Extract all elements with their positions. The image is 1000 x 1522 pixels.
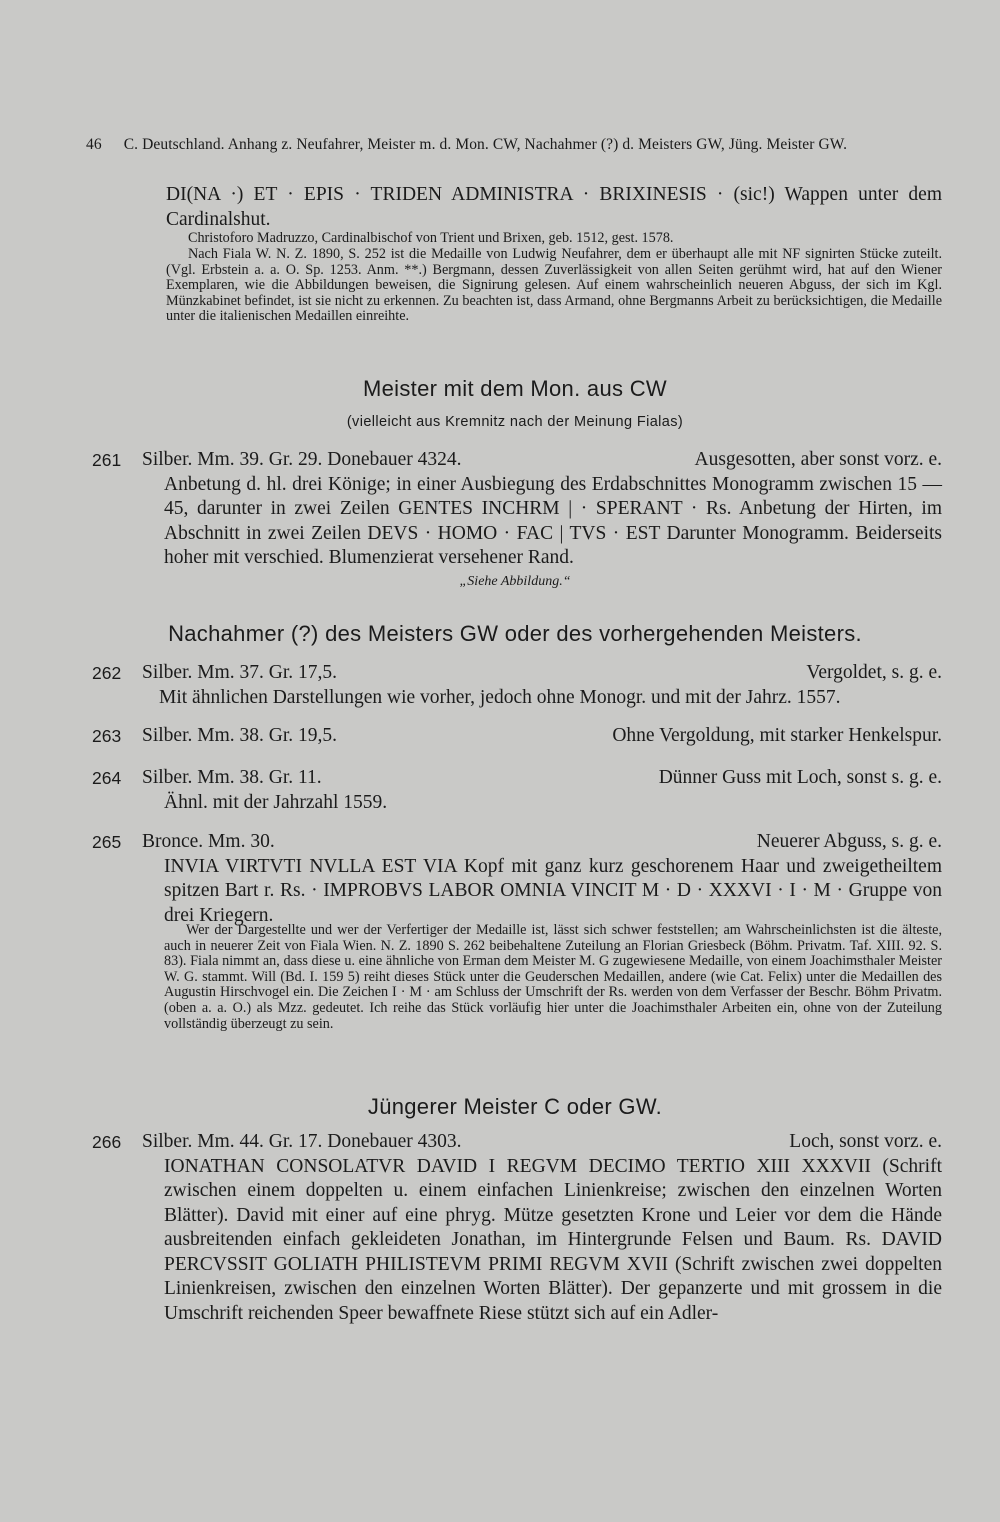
intro-note-1: Christoforo Madruzzo, Cardinalbischof von Trient und Brixen, geb. 1512, gest. 1578. <box>188 230 674 246</box>
entry-condition: Loch, sonst vorz. e. <box>789 1131 942 1152</box>
catalog-entry-263 <box>92 724 942 749</box>
entry-description: Mit ähnlichen Darstellungen wie vorher, jedoch ohne Monogr. und mit der Jahrz. 1557. <box>159 686 841 708</box>
entry-head <box>92 1130 942 1155</box>
section-title-cw: Meister mit dem Mon. aus CW <box>363 376 667 401</box>
section-subtitle-cw: (vielleicht aus Kremnitz nach der Meinung Fialas) <box>346 414 684 430</box>
entry-data: Silber. Mm. 44. Gr. 17. Donebauer 4303. <box>142 1131 462 1152</box>
entry-condition: Dünner Guss mit Loch, sonst s. g. e. <box>658 767 942 788</box>
section-title-nachahmer: Nachahmer (?) des Meisters GW oder des vorhergehenden Meisters. <box>168 621 862 646</box>
intro-note-2: Nach Fiala W. N. Z. 1890, S. 252 ist die Medaille von Ludwig Neufahrer, dem er überhaupt alle mit NF signirten Stücke zuteilt. (Vgl. Erbstein a. a. O. Sp. 1253. Anm. **.) Bergmann, dessen Zuverlässigkeit von allen Seiten gerühmt wird, hat auf den Wiener Exemplaren, wie die Abbildungen beweisen, die Signirung gelesen. Auf einem wahrscheinlich neueren Abguss, der sich im Kgl. Münzkabinet befindet, ist sie nicht zu erkennen. Zu beachten ist, dass Armand, ohne Bergmanns Arbeit zu berücksichtigen, die Medaille unter die italienischen Medaillen einreihte. <box>166 246 942 325</box>
entry-data: Silber. Mm. 37. Gr. 17,5. <box>142 662 338 683</box>
entry-condition: Ohne Vergoldung, mit starker Henkelspur. <box>612 725 942 746</box>
entry-number: 262 <box>92 663 122 683</box>
entry-description: Ähnl. mit der Jahrzahl 1559. <box>164 791 388 813</box>
entry-number: 265 <box>92 832 122 852</box>
entry-condition: Vergoldet, s. g. e. <box>806 662 942 683</box>
section-title-juengerer: Jüngerer Meister C oder GW. <box>367 1094 663 1119</box>
intro-legend: DI(NA ·) ET · EPIS · TRIDEN ADMINISTRA · BRIXINESIS · (sic!) Wappen unter dem Cardinalshut. <box>166 184 942 230</box>
entry-description: INVIA VIRTVTI NVLLA EST VIA Kopf mit ganz kurz geschorenem Haar und zweigetheiltem spitzen Bart r. Rs. · IMPROBVS LABOR OMNIA VINCIT M · D · XXXVI · I · M · Gruppe von drei Kriegern. <box>164 855 942 926</box>
entry-number: 263 <box>92 726 122 746</box>
catalog-entry-264 <box>92 766 942 815</box>
catalog-entry-262 <box>92 661 942 710</box>
entry-data: Bronce. Mm. 30. <box>142 831 275 852</box>
catalog-entry-266 <box>92 1130 942 1326</box>
entry-number: 264 <box>92 768 122 788</box>
entry-data: Silber. Mm. 39. Gr. 29. Donebauer 4324. <box>142 449 462 470</box>
entry-head <box>92 766 942 791</box>
catalog-entry-265 <box>92 830 942 928</box>
entry-head <box>92 448 942 473</box>
page-number: 46 <box>86 136 102 153</box>
entry-head <box>92 830 942 855</box>
entry-description: Anbetung d. hl. drei Könige; in einer Ausbiegung des Erdabschnittes Monogramm zwischen 15 — 45, darunter in zwei Zeilen GENTES INCHRM | · SPERANT · Rs. Anbetung der Hirten, im Abschnitt in zwei Zeilen DEVS · HOMO · FAC | TVS · EST Darunter Monogramm. Beiderseits hoher mit verschied. Blumenzierat versehener Rand. <box>164 473 942 568</box>
catalog-entry-261 <box>92 448 942 571</box>
entry-head <box>92 661 942 686</box>
entry-note-265: Wer der Dargestellte und wer der Verfertiger der Medaille ist, lässt sich schwer feststellen; am Wahrscheinlichsten ist die älteste, auch in neuerer Zeit von Fiala Wien. N. Z. 1890 S. 262 beibehaltene Zuteilung an Florian Griesbeck (Böhm. Privatm. Taf. XIII. 92. S. 83). Fiala nimmt an, dass diese u. eine ähnliche von Erman dem Meister M. G zugewiesene Medaille, von einem Joachimsthaler Meister W. G. stammt. Will (Bd. I. 159 5) reiht dieses Stück unter die Geuderschen Medaillen, andere (wie Cat. Felix) unter die Medaillen des Augustin Hirschvogel ein. Die Zeichen I · M · am Schluss der Umschrift der Rs. werden von dem Verfasser der Beschr. Böhm Privatm. (oben a. a. O.) als Mzz. gedeutet. Ich reihe das Stück vorläufig hier unter die Joachimsthaler Arbeiten ein, ohne von der Zuteilung vollständig überzeugt zu sein. <box>164 922 942 1032</box>
running-head <box>86 136 916 154</box>
entry-number: 266 <box>92 1132 122 1152</box>
entry-condition: Neuerer Abguss, s. g. e. <box>756 831 942 852</box>
entry-description: IONATHAN CONSOLATVR DAVID I REGVM DECIMO TERTIO XIII XXXVII (Schrift zwischen einem doppelten u. einem einfachen Linienkreise; zwischen den einzelnen Worten Blätter). David mit einer auf eine phryg. Mütze gesetzten Krone und Leier vor dem die Hände ausbreitenden einfach gekleideten Jonathan, im Hintergrunde Felsen und Baum. Rs. DAVID PERCVSSIT GOLIATH PHILISTEVM PRIMI REGVM XVII (Schrift zwischen zwei doppelten Linienkreisen, zwischen den einzelnen Worten Blätter). Der gepanzerte und mit grossem in die Umschrift reichenden Speer bewaffnete Riese stützt sich auf ein Adler- <box>164 1155 942 1324</box>
entry-number: 261 <box>92 450 122 470</box>
entry-data: Silber. Mm. 38. Gr. 19,5. <box>142 725 338 746</box>
illustration-reference: „Siehe Abbildung.“ <box>459 574 571 589</box>
entry-condition: Ausgesotten, aber sonst vorz. e. <box>694 449 942 470</box>
entry-head <box>92 724 942 749</box>
running-title: C. Deutschland. Anhang z. Neufahrer, Meister m. d. Mon. CW, Nachahmer (?) d. Meisters GW, Jüng. Meister GW. <box>123 136 848 153</box>
entry-data: Silber. Mm. 38. Gr. 11. <box>142 767 322 788</box>
